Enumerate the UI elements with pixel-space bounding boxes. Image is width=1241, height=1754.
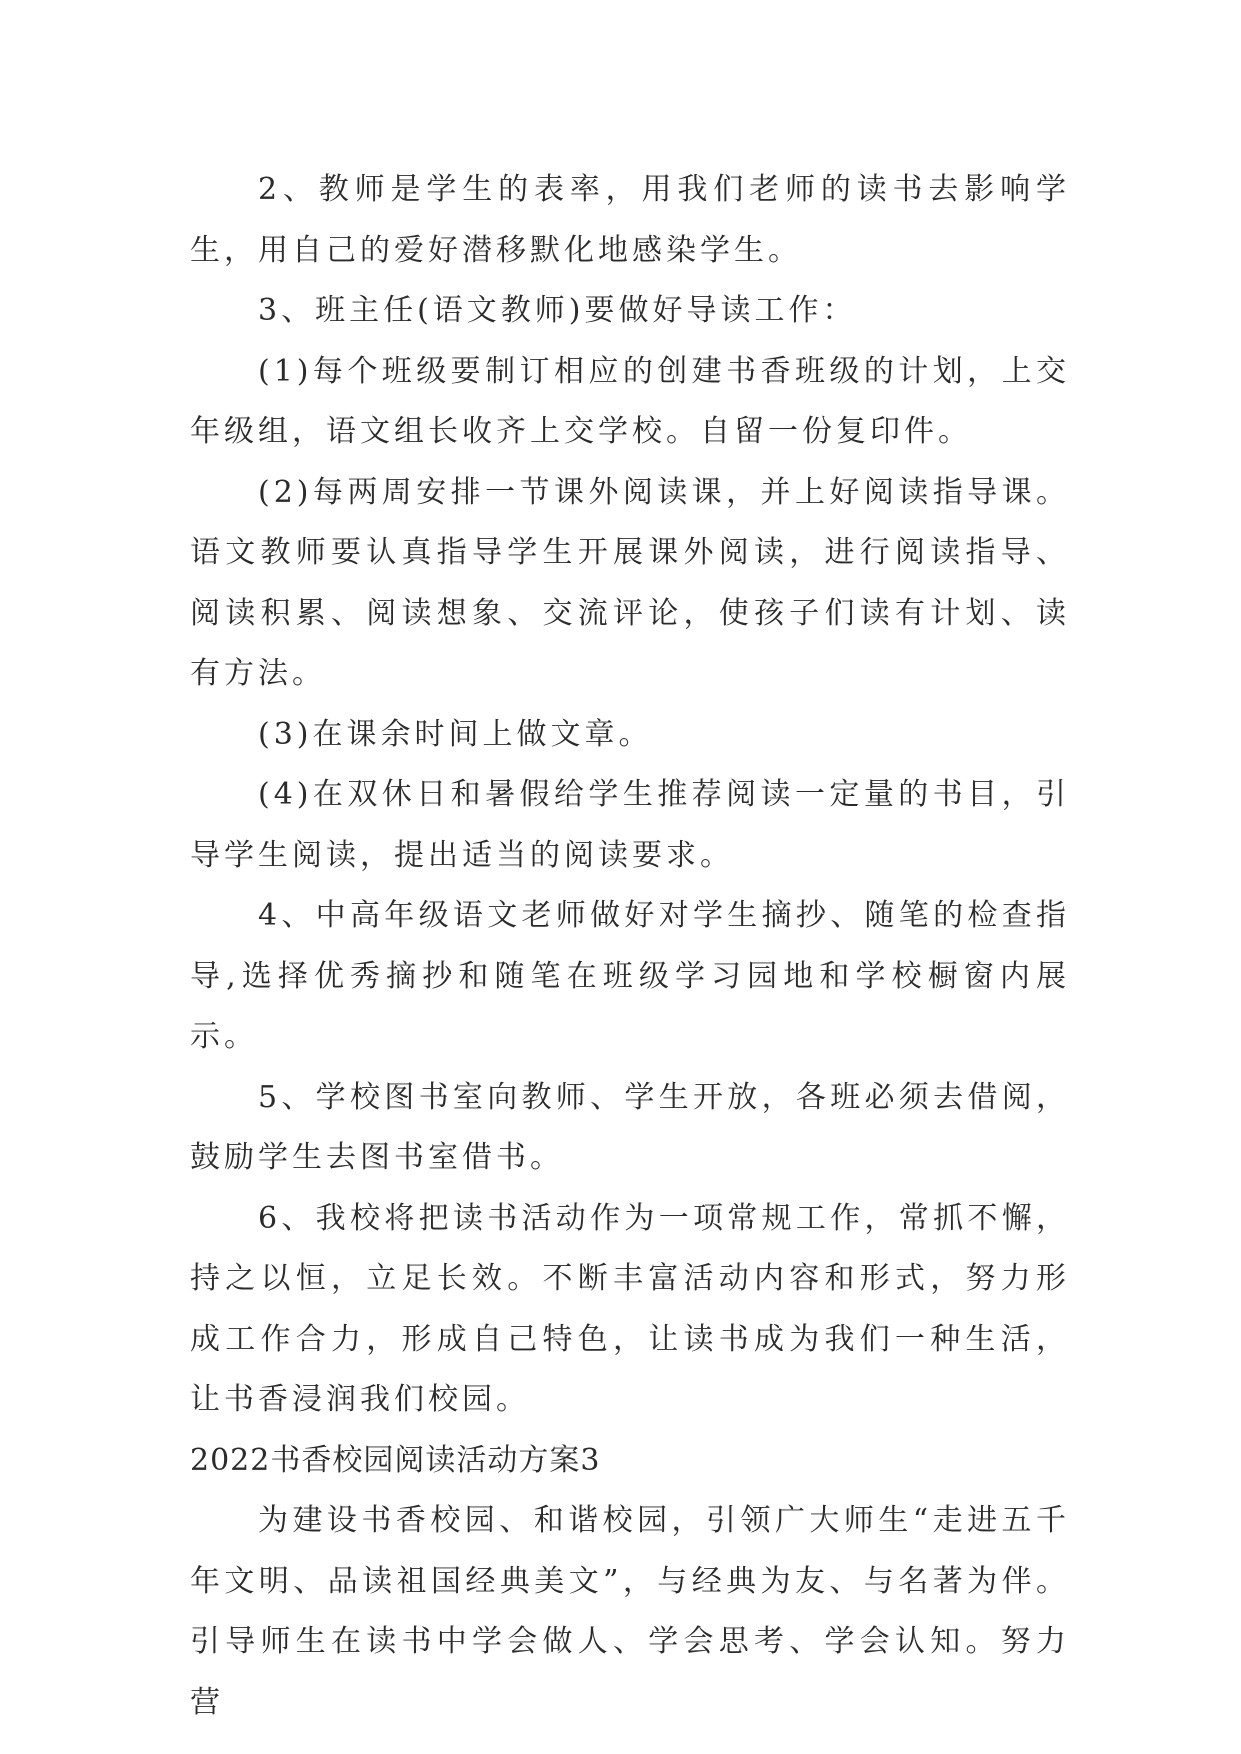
paragraph-item-3: 3、班主任(语文教师)要做好导读工作： — [258, 293, 857, 328]
paragraph-subitem-4: (4)在双休日和暑假给学生推荐阅读一定量的书目，引导学生阅读，提出适当的阅读要求。 — [190, 777, 1070, 873]
paragraph-subitem-3: (3)在课余时间上做文章。 — [258, 716, 653, 752]
paragraph-intro: 为建设书香校园、和谐校园，引领广大师生“走进五千年文明、品读祖国经典美文”，与经典为友、与名著为伴。引导师生在读书中学会做人、学会思考、学会认知。努力营 — [190, 1503, 1070, 1720]
paragraph-item-2: 2、教师是学生的表率，用我们老师的读书去影响学生，用自己的爱好潜移默化地感染学生。 — [190, 172, 1070, 268]
document-body — [190, 160, 1070, 1733]
paragraph-subitem-2: (2)每两周安排一节课外阅读课，并上好阅读指导课。语文教师要认真指导学生开展课外阅读，进行阅读指导、阅读积累、阅读想象、交流评论，使孩子们读有计划、读有方法。 — [190, 474, 1070, 691]
paragraph-item-4: 4、中高年级语文老师做好对学生摘抄、随笔的检查指导,选择优秀摘抄和随笔在班级学习园地和学校橱窗内展示。 — [190, 898, 1070, 1054]
paragraph-item-5: 5、学校图书室向教师、学生开放，各班必须去借阅，鼓励学生去图书室借书。 — [190, 1079, 1070, 1175]
section-heading: 2022书香校园阅读活动方案3 — [190, 1442, 601, 1478]
paragraph-subitem-1: (1)每个班级要制订相应的创建书香班级的计划，上交年级组，语文组长收齐上交学校。自留一份复印件。 — [190, 353, 1070, 449]
paragraph-item-6: 6、我校将把读书活动作为一项常规工作，常抓不懈，持之以恒，立足长效。不断丰富活动内容和形式，努力形成工作合力，形成自己特色，让读书成为我们一种生活，让书香浸润我们校园。 — [190, 1200, 1070, 1417]
